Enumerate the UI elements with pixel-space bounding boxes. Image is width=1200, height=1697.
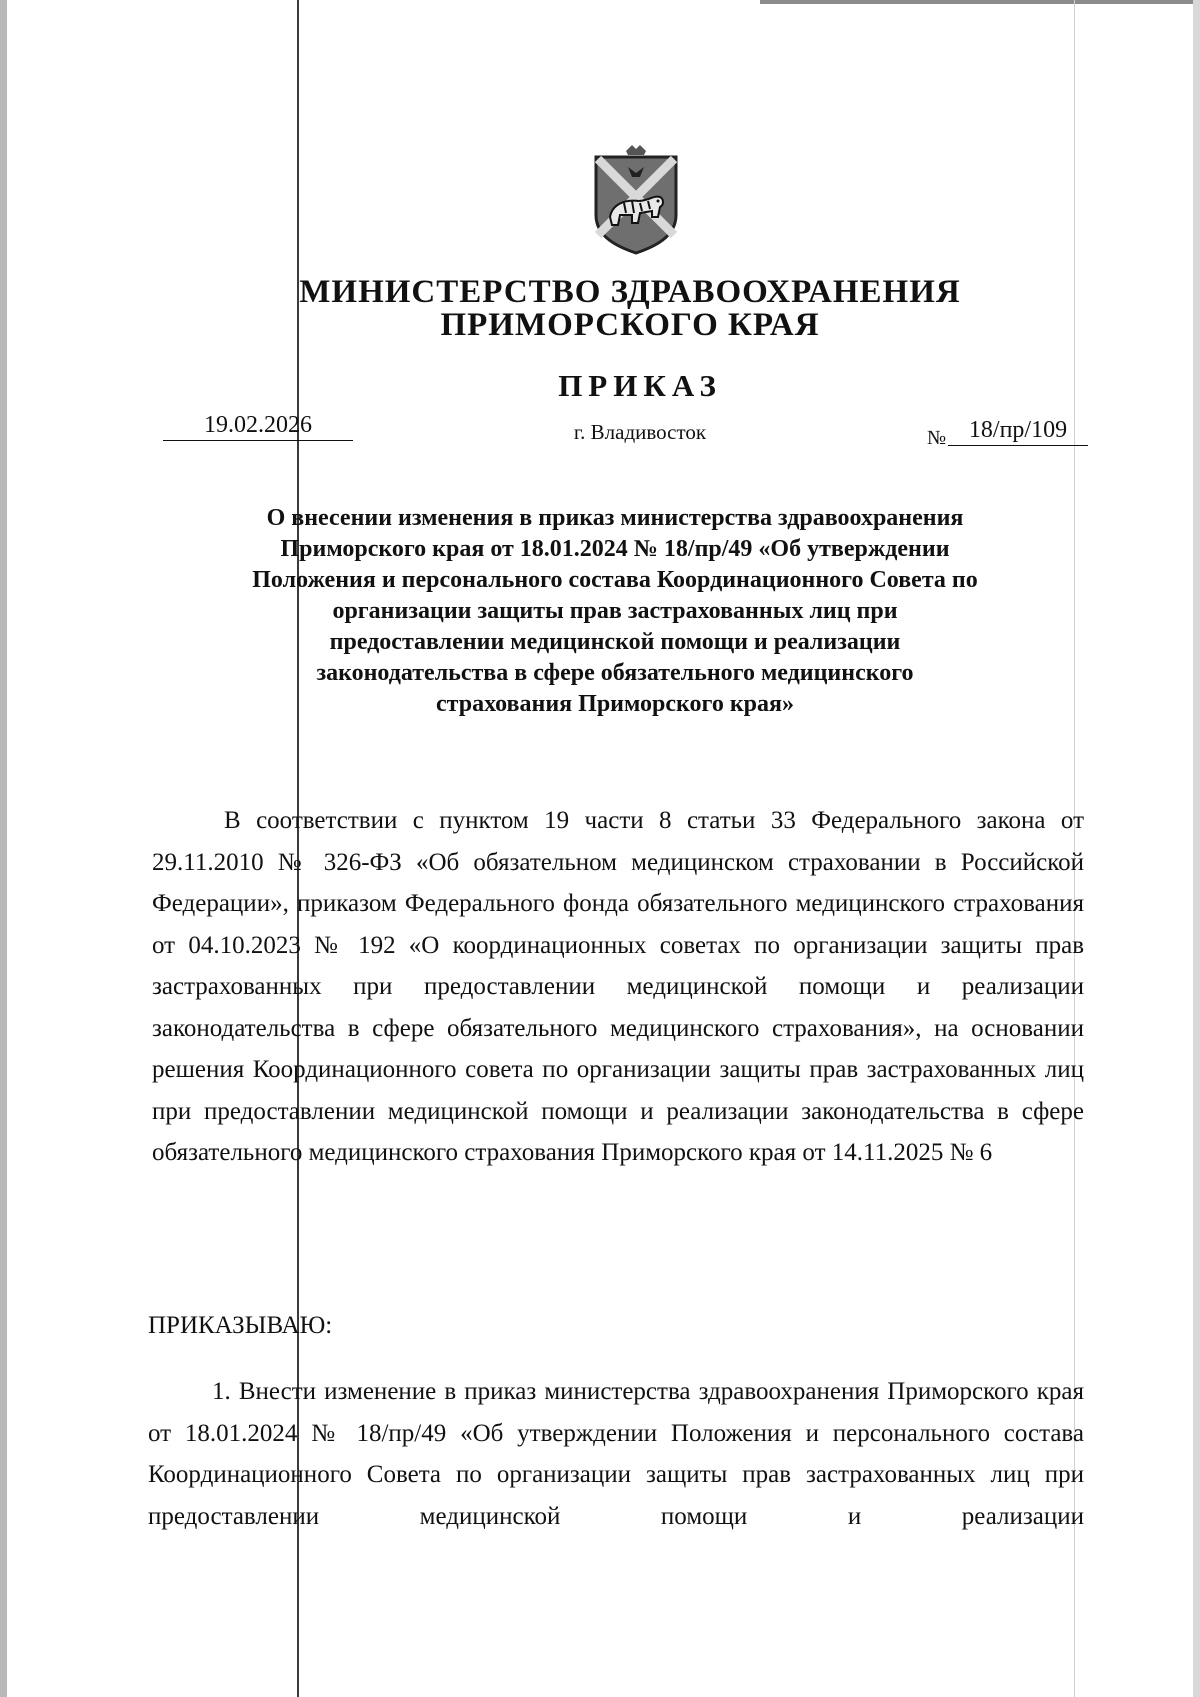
document-city: г. Владивосток [573,420,707,444]
number-sign: № [927,427,947,449]
document-number: 18/пр/109 [948,415,1088,446]
ministry-name [280,276,980,342]
document-subject: О внесении изменения в приказ министерства здравоохранения Приморского края от 18.01.2024 № 18/пр/49 «Об утверждении Положения и персонального состава Координационного Совета по организации защиты прав застрахованных лиц при предоставлении медицинской помощи и реализации законодательства в сфере обязательного медицинского страхования Приморского края» [252,505,978,717]
primorsky-coat-of-arms-icon [588,143,684,255]
item-1-paragraph: 1. Внести изменение в приказ министерства здравоохранения Приморского края от 18.01.2024 № 18/пр/49 «Об утверждении Положения и персонального состава Координационного Совета по организации защиты прав застрахованных лиц при предоставлении медицинской помощи и реализации [148,1378,1084,1530]
scan-edge-top [760,0,1200,4]
scan-edge-left [0,0,7,1697]
scan-edge-right [1193,0,1200,1697]
document-date: 19.02.2026 [163,410,353,441]
document-type: ПРИКАЗ [558,368,722,403]
ministry-line-1: МИНИСТЕРСТВО ЗДРАВООХРАНЕНИЯ [299,274,961,310]
decree-word: ПРИКАЗЫВАЮ: [148,1312,333,1339]
ministry-line-2: ПРИМОРСКОГО КРАЯ [440,307,820,343]
preamble-paragraph: В соответствии с пунктом 19 части 8 статьи 33 Федерального закона от 29.11.2010 № 326-ФЗ «Об обязательном медицинском страховании в Российской Федерации», приказом Федерального фонда обязательного медицинского страхования от 04.10.2023 № 192 «О координационных советах по организации защиты прав застрахованных при предоставлении медицинской помощи и реализации законодательства в сфере обязательного медицинского страхования», на основании решения Координационного совета по организации защиты прав застрахованных лиц при предоставлении медицинской помощи и реализации законодательства в сфере обязательного медицинского страхования Приморского края от 14.11.2025 № 6 [152,807,1084,1166]
